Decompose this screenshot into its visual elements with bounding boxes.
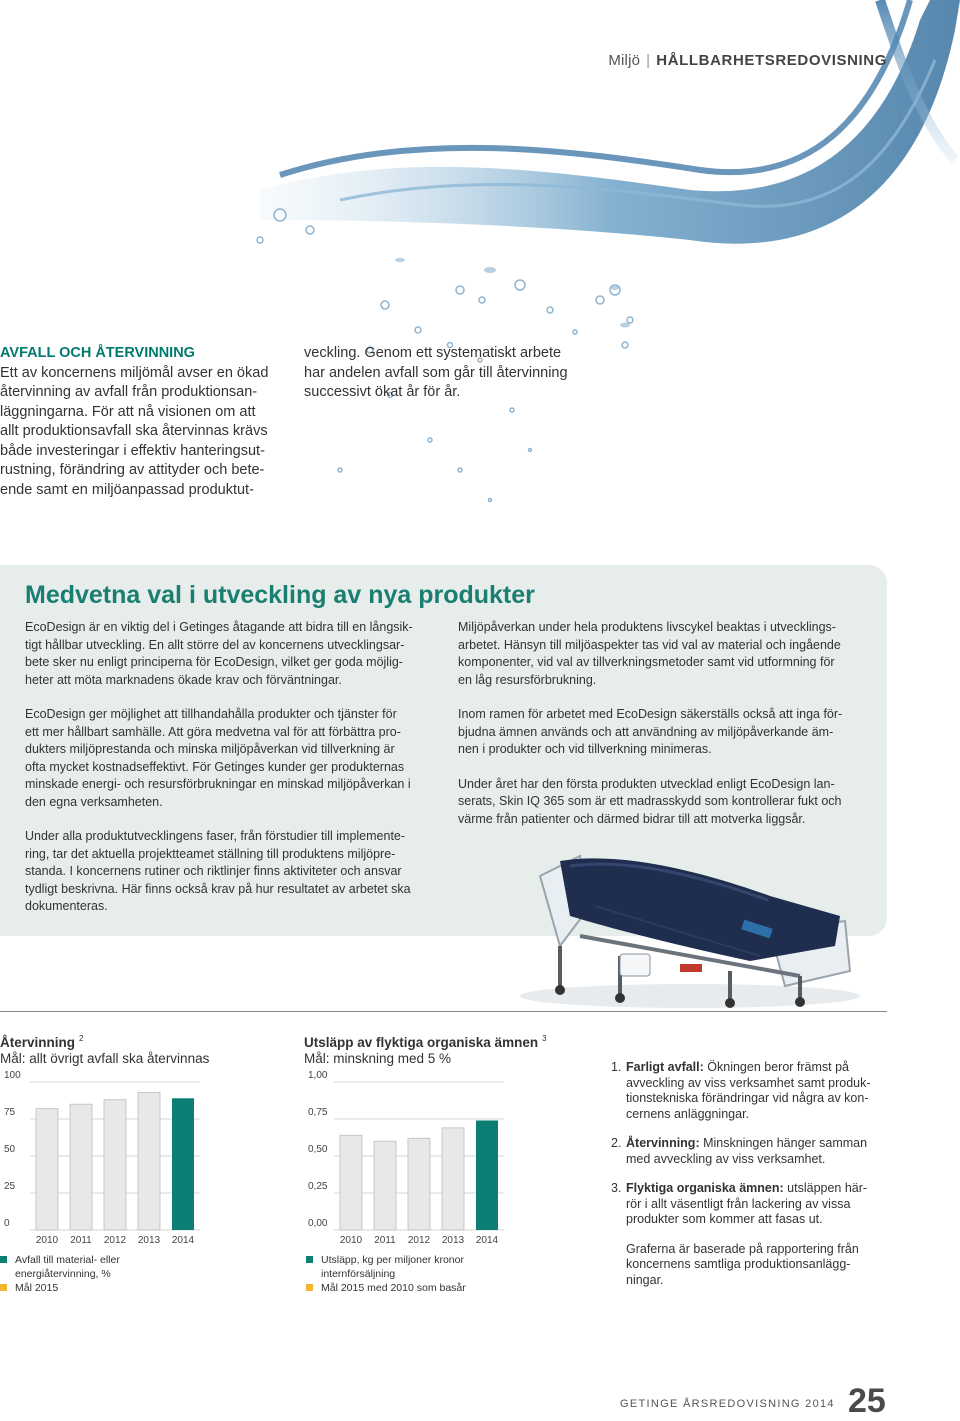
bar xyxy=(172,1098,194,1230)
panel-paragraph xyxy=(25,619,455,689)
hospital-bed-image xyxy=(500,836,860,1011)
legend-text: energiåtervinning, % xyxy=(15,1268,111,1280)
y-tick-label: 0,00 xyxy=(308,1218,328,1229)
bar xyxy=(138,1092,160,1230)
footer-text: GETINGE ÅRSREDOVISNING 2014 xyxy=(620,1398,835,1410)
panel-title: Medvetna val i utveckling av nya produkter xyxy=(25,581,535,609)
x-tick-label: 2011 xyxy=(374,1235,396,1245)
text-line: värme från patienter och därmed bidrar till att motverka liggsår. xyxy=(458,811,806,826)
footnote-text: cernens anläggningar. xyxy=(626,1106,750,1121)
footnote-text: med avveckling av viss verksamhet. xyxy=(626,1151,826,1166)
footnote-number: 3. xyxy=(611,1181,622,1195)
chart-1-heading xyxy=(0,1031,209,1067)
text-line: dokumenteras. xyxy=(25,899,108,913)
intro-line: veckling. Genom ett systematiskt arbete xyxy=(304,345,562,361)
footnote-2 xyxy=(611,1136,891,1167)
y-tick-label: 0 xyxy=(4,1218,10,1229)
footnote-text: tionstekniska förändringar vid några av kon- xyxy=(626,1091,869,1105)
section-label: Miljö xyxy=(608,52,641,69)
intro-line: läggningarna. För att nå visionen om att xyxy=(0,403,256,420)
text-line: EcoDesign ger möjlighet att tillhandahålla produkter och tjänster för xyxy=(25,707,397,721)
bar xyxy=(374,1141,396,1230)
chart-2-heading xyxy=(304,1031,547,1067)
x-tick-label: 2013 xyxy=(441,1235,465,1245)
x-tick-label: 2010 xyxy=(35,1235,59,1245)
panel-paragraph xyxy=(458,776,878,829)
intro-line: har andelen avfall som går till återvinning xyxy=(304,364,568,381)
text-line: bete sker nu enligt principerna för EcoDesign, vilket ger goda möjlig- xyxy=(25,655,403,669)
legend-item xyxy=(0,1253,120,1281)
x-tick-label: 2012 xyxy=(407,1235,431,1245)
text-line: tigt hållbar utveckling. En allt större del av koncernens utvecklingsar- xyxy=(25,637,405,652)
chart-1-title: Återvinning xyxy=(0,1035,76,1050)
legend-swatch xyxy=(306,1256,313,1263)
x-tick-label: 2014 xyxy=(171,1235,195,1245)
bar xyxy=(476,1120,498,1230)
y-tick-label: 0,75 xyxy=(308,1107,328,1118)
text-line: en låg resursförbrukning. xyxy=(458,672,597,687)
bar xyxy=(36,1109,58,1230)
charts-source-note xyxy=(611,1242,891,1289)
panel-left-column xyxy=(25,619,455,933)
text-line: komponenter, vid val av tillverkningsmetoder samt vid utformning för xyxy=(458,655,835,669)
footnote-label: Flyktiga organiska ämnen: xyxy=(626,1181,784,1195)
water-splash-image xyxy=(220,0,960,520)
y-tick-label: 75 xyxy=(4,1107,16,1118)
legend-item xyxy=(0,1281,120,1295)
text-line: ofta mycket kostnadseffektivt. För Getinges kunder ger produkternas xyxy=(25,759,405,774)
page-number: 25 xyxy=(848,1382,886,1420)
section-divider xyxy=(0,1011,887,1012)
intro-heading: AVFALL OCH ÅTERVINNING xyxy=(0,345,195,361)
text-line: standa. I koncernens rutiner och riktlinjer finns aktiviteter och ansvar xyxy=(25,864,402,878)
y-tick-label: 1,00 xyxy=(308,1070,328,1081)
y-tick-label: 0,25 xyxy=(308,1181,328,1192)
footnote-1 xyxy=(611,1060,891,1122)
text-line: serats, Skin IQ 365 som är ett madrasskydd som kontrollerar fukt och xyxy=(458,794,842,808)
bar xyxy=(104,1100,126,1230)
intro-line: rustning, förändring av attityder och bete- xyxy=(0,462,265,478)
y-tick-label: 25 xyxy=(4,1181,16,1192)
footnote-text: koncernens samtliga produktionsanlägg- xyxy=(626,1257,851,1271)
text-line: minskade energi- och resursförbrukningar en minskad miljöpåverkan i xyxy=(25,777,411,791)
y-tick-label: 0,50 xyxy=(308,1144,328,1155)
footnote-label: Farligt avfall: xyxy=(626,1060,704,1074)
chart-1-footnote: 2 xyxy=(79,1034,84,1043)
intro-line: återvinning av avfall från produktionsan- xyxy=(0,384,258,400)
chart-2-legend xyxy=(306,1253,466,1295)
footnote-label: Återvinning: xyxy=(626,1136,700,1150)
text-line: dukters miljöprestanda och minska miljöpåverkan vid tillverkning är xyxy=(25,742,395,756)
x-tick-label: 2012 xyxy=(103,1235,127,1245)
text-line: bjudna ämnen används och att användning av miljöpåverkande äm- xyxy=(458,724,834,739)
footnote-text: Graferna är baserade på rapportering från xyxy=(626,1241,859,1256)
text-line: tydligt beskrivna. Här finns också krav på hur resultatet av arbetet ska xyxy=(25,881,411,896)
y-tick-label: 50 xyxy=(4,1144,16,1155)
text-line: nen i produkter och vid tillverkning minimeras. xyxy=(458,742,712,756)
panel-paragraph xyxy=(458,706,878,759)
chart-1-legend xyxy=(0,1253,120,1295)
text-line: heter att möta marknadens ökade krav och förväntningar. xyxy=(25,672,342,687)
chart-1-subtitle: Mål: allt övrigt avfall ska återvinnas xyxy=(0,1051,210,1066)
page-header xyxy=(608,52,887,69)
legend-item xyxy=(306,1253,466,1281)
intro-line: allt produktionsavfall ska återvinnas krävs xyxy=(0,423,268,439)
text-line: Inom ramen för arbetet med EcoDesign säkerställs också att inga för- xyxy=(458,707,843,721)
text-line: Under året har den första produkten utvecklad enligt EcoDesign lan- xyxy=(458,776,835,791)
text-line: EcoDesign är en viktig del i Getinges åtagande att bidra till en långsik- xyxy=(25,620,413,634)
intro-line: Ett av koncernens miljömål avser en ökad xyxy=(0,364,269,381)
footnote-3 xyxy=(611,1181,891,1228)
footnote-text: utsläppen här- xyxy=(783,1181,868,1195)
bar xyxy=(340,1135,362,1230)
y-tick-label: 100 xyxy=(4,1070,21,1081)
footnote-text: Minskningen hänger samman xyxy=(699,1136,868,1150)
legend-text: internförsäljning xyxy=(321,1268,396,1280)
header-divider: | xyxy=(646,52,651,69)
recycling-bar-chart xyxy=(0,1070,205,1245)
footnote-number: 2. xyxy=(611,1136,622,1150)
legend-swatch xyxy=(0,1256,7,1263)
header-title: HÅLLBARHETSREDOVISNING xyxy=(656,52,887,69)
legend-swatch xyxy=(0,1284,7,1291)
chart-2-footnote: 3 xyxy=(542,1034,547,1043)
voc-emissions-bar-chart xyxy=(304,1070,509,1245)
panel-paragraph xyxy=(458,619,878,689)
x-tick-label: 2013 xyxy=(137,1235,161,1245)
text-line: Under alla produktutvecklingens faser, från förstudier till implemente- xyxy=(25,829,406,843)
legend-item xyxy=(306,1281,466,1295)
legend-text: Avfall till material- eller xyxy=(15,1254,120,1266)
panel-paragraph xyxy=(25,706,455,811)
chart-2-title: Utsläpp av flyktiga organiska ämnen xyxy=(304,1035,539,1050)
legend-swatch xyxy=(306,1284,313,1291)
bar xyxy=(442,1128,464,1230)
intro-column-1 xyxy=(0,344,290,500)
legend-text: Utsläpp, kg per miljoner kronor xyxy=(321,1254,464,1266)
chart-2-subtitle: Mål: minskning med 5 % xyxy=(304,1051,452,1066)
footnote-number: 1. xyxy=(611,1060,622,1074)
panel-paragraph xyxy=(25,828,455,916)
bar xyxy=(70,1104,92,1230)
legend-text: Mål 2015 xyxy=(15,1282,59,1294)
panel-right-column xyxy=(458,619,878,845)
intro-column-2 xyxy=(304,344,604,403)
footnote-text: Ökningen beror främst på xyxy=(703,1060,850,1074)
x-tick-label: 2011 xyxy=(70,1235,92,1245)
footnotes xyxy=(611,1060,891,1302)
footnote-text: avveckling av viss verksamhet samt produk- xyxy=(626,1075,871,1090)
intro-line: ende samt en miljöanpassad produktut- xyxy=(0,481,254,498)
bar xyxy=(408,1138,430,1230)
x-tick-label: 2014 xyxy=(475,1235,499,1245)
text-line: ett mer hållbart samhälle. Att göra medvetna val för att förbättra pro- xyxy=(25,724,401,739)
intro-line: successivt ökat år för år. xyxy=(304,384,461,400)
intro-line: både investeringar i effektiv hanteringsut- xyxy=(0,442,265,459)
footnote-text: rör i allt väsentligt från lackering av vissa xyxy=(626,1196,851,1211)
text-line: arbetet. Hänsyn till miljöaspekter tas vid val av material och ingående xyxy=(458,637,841,652)
text-line: ring, tar det aktuella projektteamet ställning till produktens miljöpre- xyxy=(25,846,396,861)
x-tick-label: 2010 xyxy=(339,1235,363,1245)
text-line: Miljöpåverkan under hela produktens livscykel beaktas i utvecklings- xyxy=(458,620,836,634)
legend-text: Mål 2015 med 2010 som basår xyxy=(321,1282,466,1294)
footnote-text: ningar. xyxy=(626,1272,664,1287)
text-line: den egna verksamheten. xyxy=(25,794,163,809)
footnote-text: produkter som kommer att fasas ut. xyxy=(626,1212,823,1226)
